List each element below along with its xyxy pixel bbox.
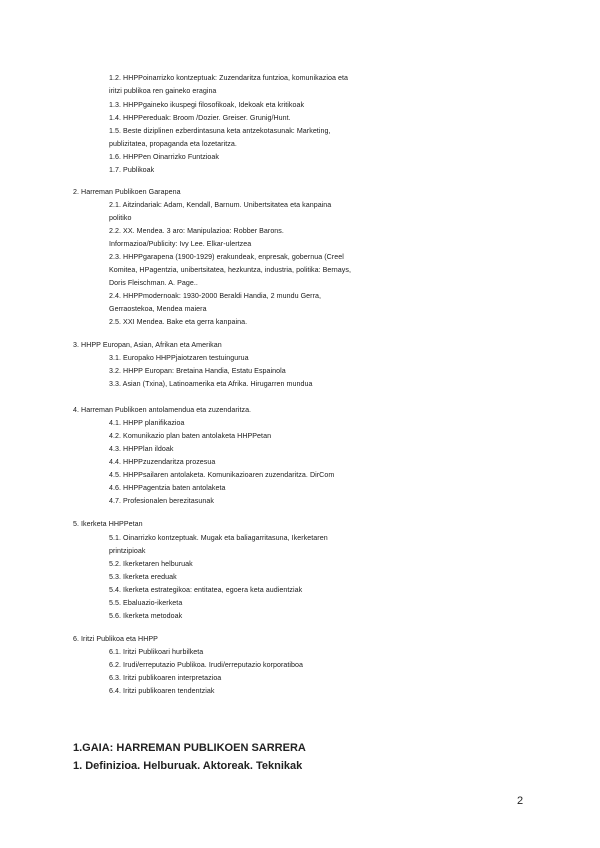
toc-section-heading: 6. Iritzi Publikoa eta HHPP (73, 635, 158, 643)
toc-section-heading: 4. Harreman Publikoen antolamendua eta zuzendaritza. (73, 406, 252, 414)
toc-entry: 1.5. Beste diziplinen ezberdintasuna keta antzekotasunak: Marketing, (109, 127, 331, 135)
toc-entry: 4.6. HHPPagentzia baten antolaketa (109, 484, 226, 492)
toc-entry: 1.4. HHPPereduak: Broom /Dozier. Greiser. Grunig/Hunt. (109, 114, 291, 122)
chapter-subtitle: 1. Definizioa. Helburuak. Aktoreak. Teknikak (73, 760, 303, 772)
toc-entry: 4.7. Profesionalen berezitasunak (109, 497, 214, 505)
toc-entry: 5.6. Ikerketa metodoak (109, 612, 183, 620)
toc-section-heading: 3. HHPP Europan, Asian, Afrikan eta Amerikan (73, 341, 222, 349)
toc-entry: 3.3. Asian (Txina), Latinoamerika eta Afrika. Hirugarren mundua (109, 380, 313, 388)
toc-entry: 6.1. Iritzi Publikoari hurbilketa (109, 648, 204, 656)
toc-entry: 1.6. HHPPen Oinarrizko Funtzioak (109, 153, 220, 161)
toc-entry: 1.2. HHPPoinarrizko kontzeptuak: Zuzendaritza funtzioa, komunikazioa eta (109, 74, 348, 82)
toc-entry: 1.3. HHPPgaineko ikuspegi filosofikoak, Idekoak eta kritikoak (109, 101, 305, 109)
toc-entry: 2.1. Aitzindariak: Adam, Kendall, Barnum. Unibertsitatea eta kanpaina (109, 201, 332, 209)
toc-entry: 2.4. HHPPmodernoak: 1930-2000 Beraldi Handia, 2 mundu Gerra, (109, 292, 321, 300)
toc-entry: 3.1. Europako HHPPjaiotzaren testuingurua (109, 354, 249, 362)
toc-entry: 2.2. XX. Mendea. 3 aro: Manipulazioa: Robber Barons. (109, 227, 284, 235)
toc-entry: printzipioak (109, 547, 146, 555)
toc-entry: 4.1. HHPP planifikazioa (109, 419, 185, 427)
toc-entry: 5.5. Ebaluazio-ikerketa (109, 599, 183, 607)
toc-entry: Doris Fleischman. A. Page.. (109, 279, 198, 287)
toc-entry: publizitatea, propaganda eta lozetaritza. (109, 140, 237, 148)
toc-entry: Komitea, HPagentzia, unibertsitatea, hezkuntza, industria, politika: Bernays, (109, 266, 352, 274)
toc-entry: iritzi publikoa ren gaineko eragina (109, 87, 217, 95)
toc-entry: 6.4. Iritzi publikoaren tendentziak (109, 687, 215, 695)
toc-entry: 2.3. HHPPgarapena (1900-1929) erakundeak, enpresak, gobernua (Creel (109, 253, 344, 261)
toc-entry: 4.5. HHPPsailaren antolaketa. Komunikazioaren zuzendaritza. DirCom (109, 471, 335, 479)
toc-entry: 5.2. Ikerketaren helburuak (109, 560, 193, 568)
toc-section-heading: 2. Harreman Publikoen Garapena (73, 188, 181, 196)
chapter-title: 1.GAIA: HARREMAN PUBLIKOEN SARRERA (73, 742, 306, 754)
toc-entry: 3.2. HHPP Europan: Bretaina Handia, Estatu Espainola (109, 367, 286, 375)
toc-entry: politiko (109, 214, 132, 222)
toc-entry: 5.4. Ikerketa estrategikoa: entitatea, egoera keta audientziak (109, 586, 303, 594)
toc-entry: 6.3. Iritzi publikoaren interpretazioa (109, 674, 222, 682)
toc-entry: Informazioa/Publicity: Ivy Lee. Elkar-ulertzea (109, 240, 252, 248)
toc-entry: 6.2. Irudi/erreputazio Publikoa. Irudi/erreputazio korporatiboa (109, 661, 304, 669)
toc-entry: 4.2. Komunikazio plan baten antolaketa HHPPetan (109, 432, 272, 440)
toc-entry: 4.4. HHPPzuzendaritza prozesua (109, 458, 216, 466)
toc-entry: Gerraostekoa, Mendea maiera (109, 305, 207, 313)
toc-entry: 5.3. Ikerketa ereduak (109, 573, 177, 581)
toc-entry: 2.5. XXI Mendea. Bake eta gerra kanpaina. (109, 318, 248, 326)
toc-entry: 5.1. Oinarrizko kontzeptuak. Mugak eta baliagarritasuna, Ikerketaren (109, 534, 328, 542)
toc-entry: 4.3. HHPPlan ildoak (109, 445, 174, 453)
toc-entry: 1.7. Publikoak (109, 166, 155, 174)
page-number: 2 (517, 795, 524, 807)
toc-section-heading: 5. Ikerketa HHPPetan (73, 520, 143, 528)
